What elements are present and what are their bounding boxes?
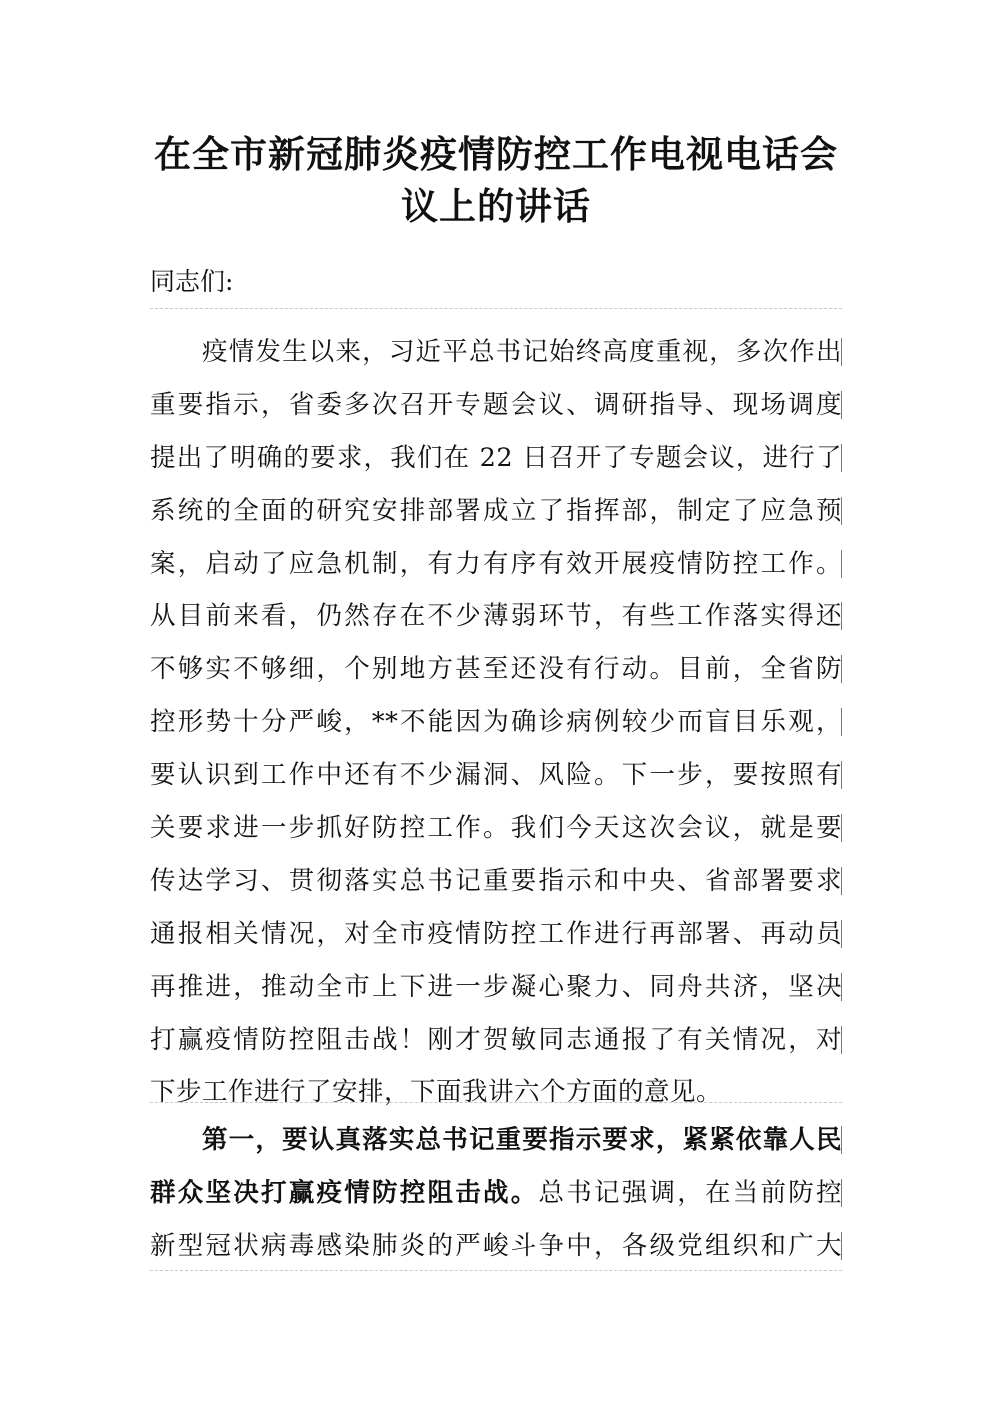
- paragraph-line: 控形势十分严峻，**不能因为确诊病例较少而盲目乐观，: [150, 707, 842, 738]
- divider: [150, 1102, 842, 1103]
- paragraph-line: [150, 1167, 842, 1220]
- paragraph-line: 重要指示，省委多次召开专题会议、调研指导、现场调度: [150, 389, 842, 420]
- paragraph-line: 关要求进一步抓好防控工作。我们今天这次会议，就是要: [150, 813, 842, 844]
- paragraph-line: 要认识到工作中还有不少漏洞、风险。下一步，要按照有: [150, 760, 842, 791]
- divider: [150, 1270, 842, 1271]
- title-line-2: 议上的讲话: [401, 184, 591, 228]
- paragraph-line: 案，启动了应急机制，有力有序有效开展疫情防控工作。: [150, 548, 842, 579]
- paragraph-line: 再推进，推动全市上下进一步凝心聚力、同舟共济，坚决: [150, 971, 842, 1002]
- paragraph-line: 系统的全面的研究安排部署成立了指挥部，制定了应急预: [150, 495, 842, 526]
- paragraph-line: 从目前来看，仍然存在不少薄弱环节，有些工作落实得还: [150, 601, 842, 632]
- paragraph-line: 传达学习、贯彻落实总书记重要指示和中央、省部署要求: [150, 865, 842, 896]
- document-title: [150, 128, 842, 232]
- title-line-1: 在全市新冠肺炎疫情防控工作电视电话会: [154, 132, 838, 176]
- salutation: 同志们:: [150, 267, 234, 296]
- paragraph-line: 下步工作进行了安排，下面我讲六个方面的意见。: [150, 1077, 723, 1108]
- paragraph-line: 疫情发生以来，习近平总书记始终高度重视，多次作出: [202, 337, 842, 367]
- paragraph-1: [150, 326, 842, 1119]
- paragraph-line: 不够实不够细，个别地方甚至还没有行动。目前，全省防: [150, 654, 842, 685]
- paragraph-line: 打赢疫情防控阻击战！刚才贺敏同志通报了有关情况，对: [150, 1024, 842, 1055]
- paragraph-heading-tail: 群众坚决打赢疫情防控阻击战。: [150, 1177, 539, 1208]
- divider: [150, 308, 842, 309]
- paragraph-line: 新型冠状病毒感染肺炎的严峻斗争中，各级党组织和广大: [150, 1230, 842, 1261]
- paragraph-heading-line: 第一，要认真落实总书记重要指示要求，紧紧依靠人民: [202, 1125, 842, 1155]
- paragraph-line: 通报相关情况，对全市疫情防控工作进行再部署、再动员: [150, 918, 842, 949]
- paragraph-line: 提出了明确的要求，我们在 22 日召开了专题会议，进行了: [150, 442, 842, 473]
- paragraph-text: 总书记强调，在当前防控: [538, 1177, 842, 1208]
- paragraph-2: [150, 1114, 842, 1273]
